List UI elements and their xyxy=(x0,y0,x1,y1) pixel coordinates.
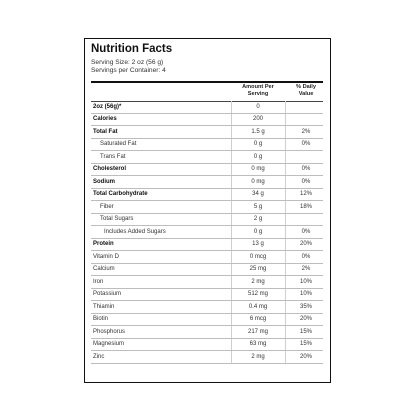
nutrient-daily-value: 0% xyxy=(301,166,311,172)
nutrient-label: Phosphorus xyxy=(93,328,126,335)
nutrient-amount: 5 g xyxy=(253,203,263,210)
table-row xyxy=(91,239,323,252)
nutrient-amount: 1.5 g xyxy=(251,128,265,135)
nutrient-daily-value: 0% xyxy=(301,178,311,185)
nutrient-daily-value: 15% xyxy=(299,328,312,335)
nutrient-amount: 200 xyxy=(252,116,263,122)
nutrient-amount: 2 g xyxy=(253,216,263,222)
nutrient-label: Fiber xyxy=(100,203,114,210)
nutrient-label: Saturated Fat xyxy=(100,141,137,147)
table-row xyxy=(91,139,323,152)
nutrient-table xyxy=(91,101,323,364)
nutrient-daily-value: 12% xyxy=(299,191,312,197)
table-row xyxy=(91,339,323,352)
nutrient-label: Cholesterol xyxy=(93,166,127,172)
table-row xyxy=(91,151,323,164)
table-row xyxy=(91,176,323,189)
table-row xyxy=(91,351,323,364)
nutrient-daily-value: 2% xyxy=(301,128,311,135)
table-row xyxy=(91,101,323,114)
nutrient-daily-value: 18% xyxy=(299,203,312,210)
nutrient-daily-value: 20% xyxy=(299,316,312,322)
amount-per-serving-header: Amount Per Serving xyxy=(242,84,274,97)
nutrient-daily-value: 15% xyxy=(299,341,312,347)
nutrient-label: Zinc xyxy=(93,353,105,360)
nutrient-amount: 512 mg xyxy=(247,291,268,297)
table-row xyxy=(91,289,323,302)
table-row xyxy=(91,114,323,127)
nutrient-amount: 13 g xyxy=(252,241,264,247)
nutrient-label: Vitamin D xyxy=(93,253,119,260)
table-row xyxy=(91,276,323,289)
nutrient-label: Calories xyxy=(93,116,117,122)
nutrient-daily-value: 20% xyxy=(299,353,312,360)
table-row xyxy=(91,251,323,264)
nutrient-daily-value: 0% xyxy=(301,228,311,235)
nutrient-label: Total Carbohydrate xyxy=(93,191,148,197)
table-row xyxy=(91,189,323,202)
nutrient-amount: 63 mg xyxy=(249,341,267,347)
nutrient-label: Total Fat xyxy=(93,128,118,135)
nutrient-label: Magnesium xyxy=(93,341,125,347)
nutrient-label: Iron xyxy=(93,278,104,285)
nutrient-amount: 0 mg xyxy=(251,178,265,185)
nutrient-amount: 0 g xyxy=(253,141,263,147)
nutrient-label: Includes Added Sugars xyxy=(104,228,166,235)
table-header xyxy=(91,81,323,102)
servings-per-container: Servings per Container: 4 xyxy=(91,67,166,74)
table-row xyxy=(91,201,323,214)
nutrient-amount: 0 mcg xyxy=(249,253,267,260)
nutrient-amount: 2 mg xyxy=(251,353,265,360)
nutrient-label: Trans Fat xyxy=(100,153,126,160)
nutrient-label: Total Sugars xyxy=(100,216,134,222)
serving-size: Serving Size: 2 oz (56 g) xyxy=(91,59,164,66)
table-row xyxy=(91,301,323,314)
nutrient-daily-value: 35% xyxy=(299,303,312,310)
nutrition-facts-panel xyxy=(84,38,331,383)
nutrient-label: Calcium xyxy=(93,266,115,272)
nutrient-amount: 0 g xyxy=(253,153,263,160)
nutrient-label: Biotin xyxy=(93,316,109,322)
table-row xyxy=(91,264,323,277)
nutrient-amount: 34 g xyxy=(252,191,264,197)
nutrient-label: 2oz (56g)* xyxy=(93,103,122,110)
nutrient-amount: 217 mg xyxy=(247,328,268,335)
table-row xyxy=(91,214,323,227)
nutrient-label: Potassium xyxy=(93,291,122,297)
nutrient-amount: 2 mg xyxy=(251,278,265,285)
nutrient-daily-value: 20% xyxy=(299,241,312,247)
table-row xyxy=(91,314,323,327)
table-row xyxy=(91,226,323,239)
nutrient-amount: 25 mg xyxy=(249,266,267,272)
nutrition-facts-title: Nutrition Facts xyxy=(91,43,173,55)
nutrient-daily-value: 10% xyxy=(299,278,312,285)
nutrient-daily-value: 2% xyxy=(301,266,311,272)
nutrient-label: Thiamin xyxy=(93,303,115,310)
nutrient-daily-value: 0% xyxy=(301,253,311,260)
daily-value-header: % Daily Value xyxy=(296,84,316,97)
nutrient-label: Protein xyxy=(93,241,114,247)
nutrient-label: Sodium xyxy=(93,178,115,185)
table-row xyxy=(91,326,323,339)
nutrient-amount: 0 mg xyxy=(251,166,265,172)
nutrient-amount: 0 xyxy=(256,103,260,110)
nutrient-amount: 0.4 mg xyxy=(248,303,268,310)
nutrient-amount: 0 g xyxy=(253,228,263,235)
table-row xyxy=(91,164,323,177)
table-row xyxy=(91,126,323,139)
nutrient-amount: 6 mcg xyxy=(249,316,267,322)
nutrient-daily-value: 10% xyxy=(299,291,312,297)
nutrient-daily-value: 0% xyxy=(301,141,311,147)
